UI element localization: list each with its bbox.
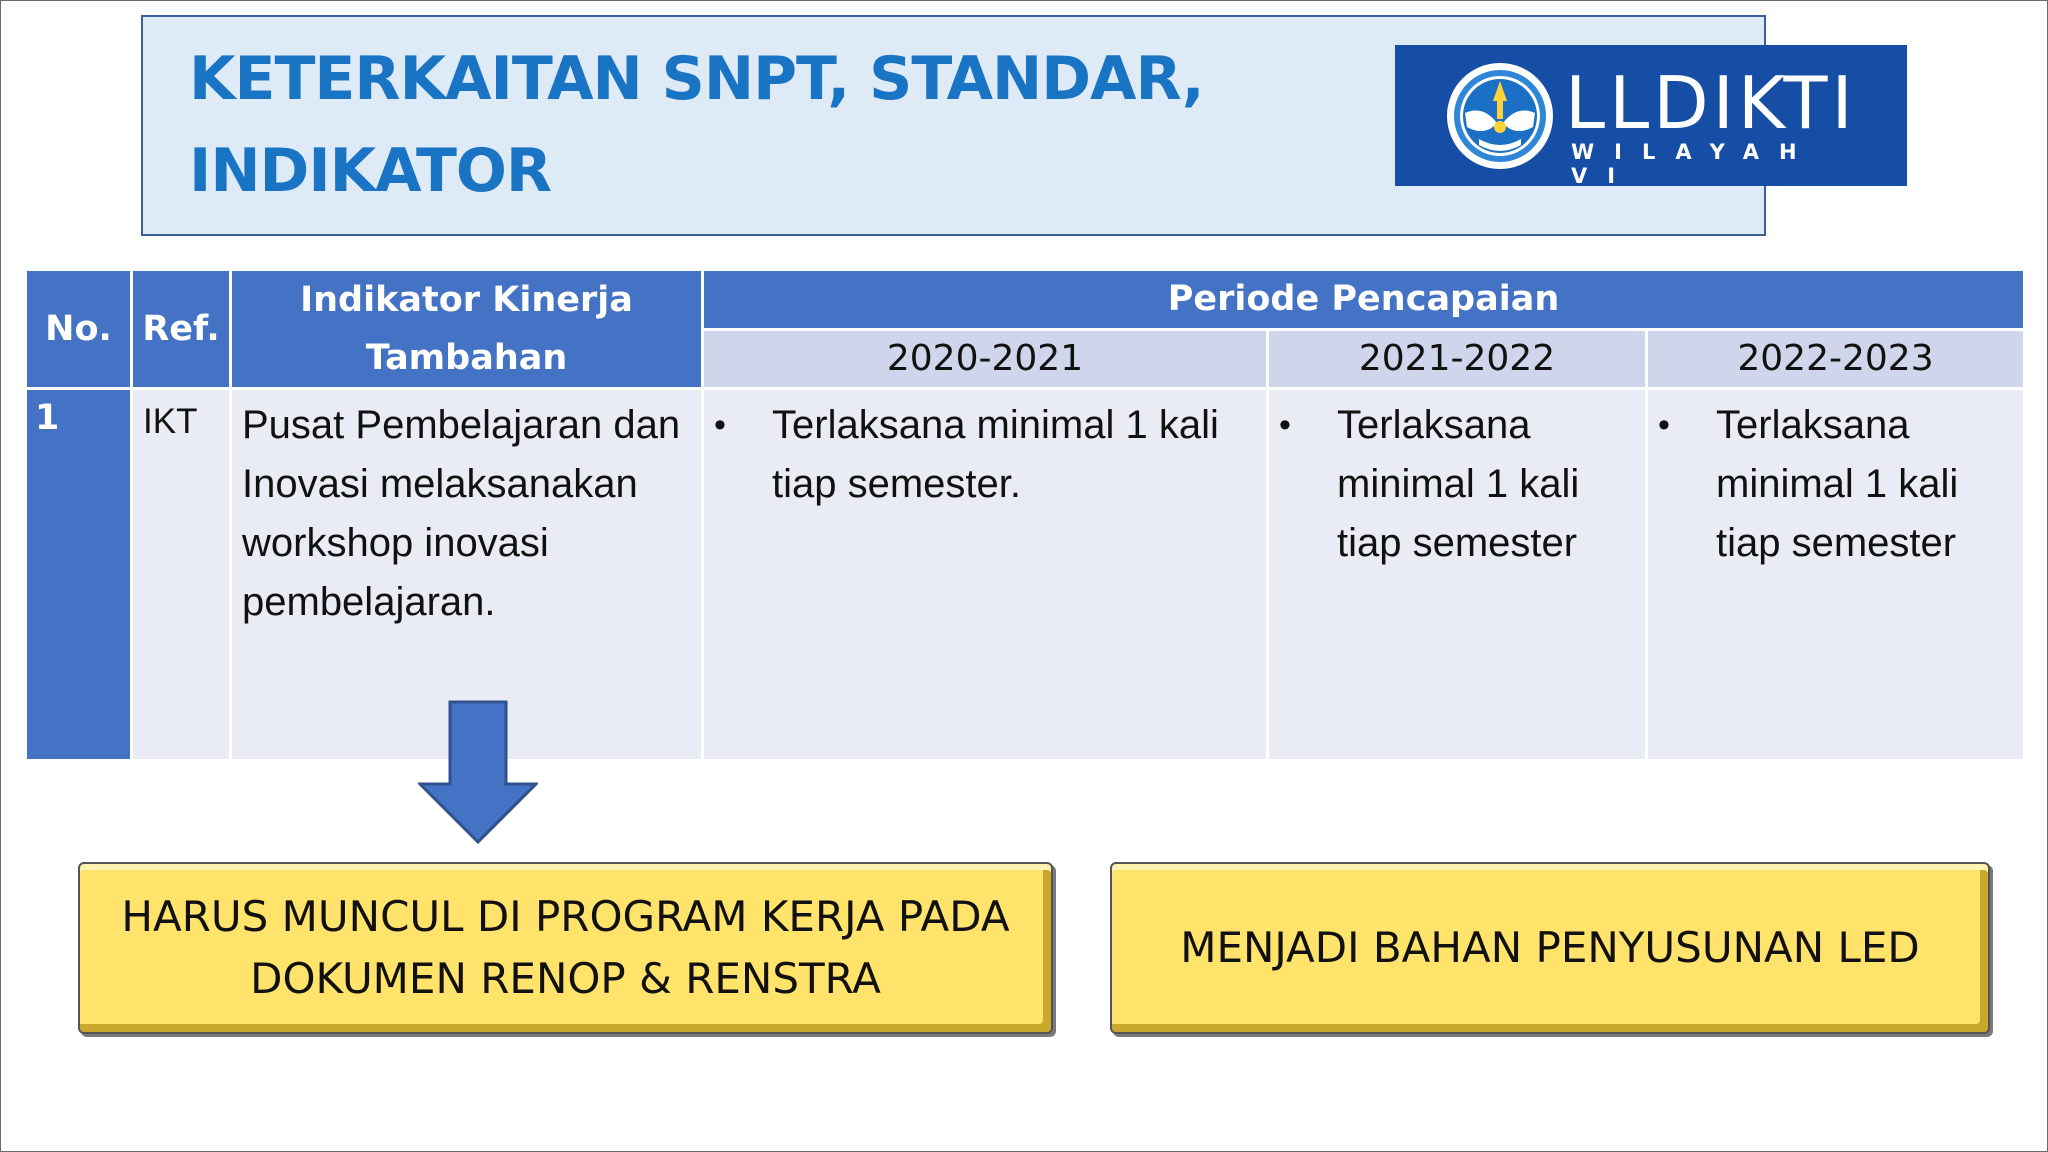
page-title-line-1: KETERKAITAN SNPT, STANDAR, <box>189 44 1204 114</box>
target-text: Terlaksana minimal 1 kali tiap semester <box>1716 403 1959 565</box>
header-ref: Ref. <box>132 270 231 389</box>
row-indicator: Pusat Pembelajaran dan Inovasi melaksanakan workshop inovasi pembelajaran. <box>231 389 703 761</box>
lldikti-logo <box>1395 45 1907 186</box>
period-header-3: 2022-2023 <box>1647 329 2025 389</box>
page-title-line-2: INDIKATOR <box>189 136 552 206</box>
indicator-table <box>24 268 2026 762</box>
period-header-1: 2020-2021 <box>703 329 1268 389</box>
header-no: No. <box>26 270 132 389</box>
bullet-icon: • <box>714 406 726 444</box>
logo-subtitle: WILAYAH VI <box>1571 140 1817 188</box>
tut-wuri-handayani-emblem-icon <box>1445 61 1555 171</box>
table-row <box>26 389 2025 761</box>
target-text: Terlaksana minimal 1 kali tiap semester <box>1337 403 1580 565</box>
logo-name: LLDIKTI <box>1565 61 1857 145</box>
header-indicator: Indikator Kinerja Tambahan <box>231 270 703 389</box>
page-title <box>189 33 1289 217</box>
bullet-icon: • <box>1658 406 1670 444</box>
bullet-icon: • <box>1279 406 1291 444</box>
down-arrow-icon <box>418 700 538 845</box>
target-text: Terlaksana minimal 1 kali tiap semester. <box>772 403 1219 506</box>
row-ref: IKT <box>132 389 231 761</box>
row-target-3 <box>1647 389 2025 761</box>
callout-left-line-2: DOKUMEN RENOP & RENSTRA <box>250 954 881 1003</box>
callout-left-line-1: HARUS MUNCUL DI PROGRAM KERJA PADA <box>121 892 1010 941</box>
callout-led <box>1110 862 1990 1034</box>
callout-program-kerja <box>78 862 1053 1034</box>
period-header-2: 2021-2022 <box>1268 329 1647 389</box>
header-period: Periode Pencapaian <box>703 270 2025 330</box>
row-target-2 <box>1268 389 1647 761</box>
row-target-1 <box>703 389 1268 761</box>
row-number: 1 <box>26 389 132 761</box>
callout-right-text: MENJADI BAHAN PENYUSUNAN LED <box>1180 923 1920 972</box>
